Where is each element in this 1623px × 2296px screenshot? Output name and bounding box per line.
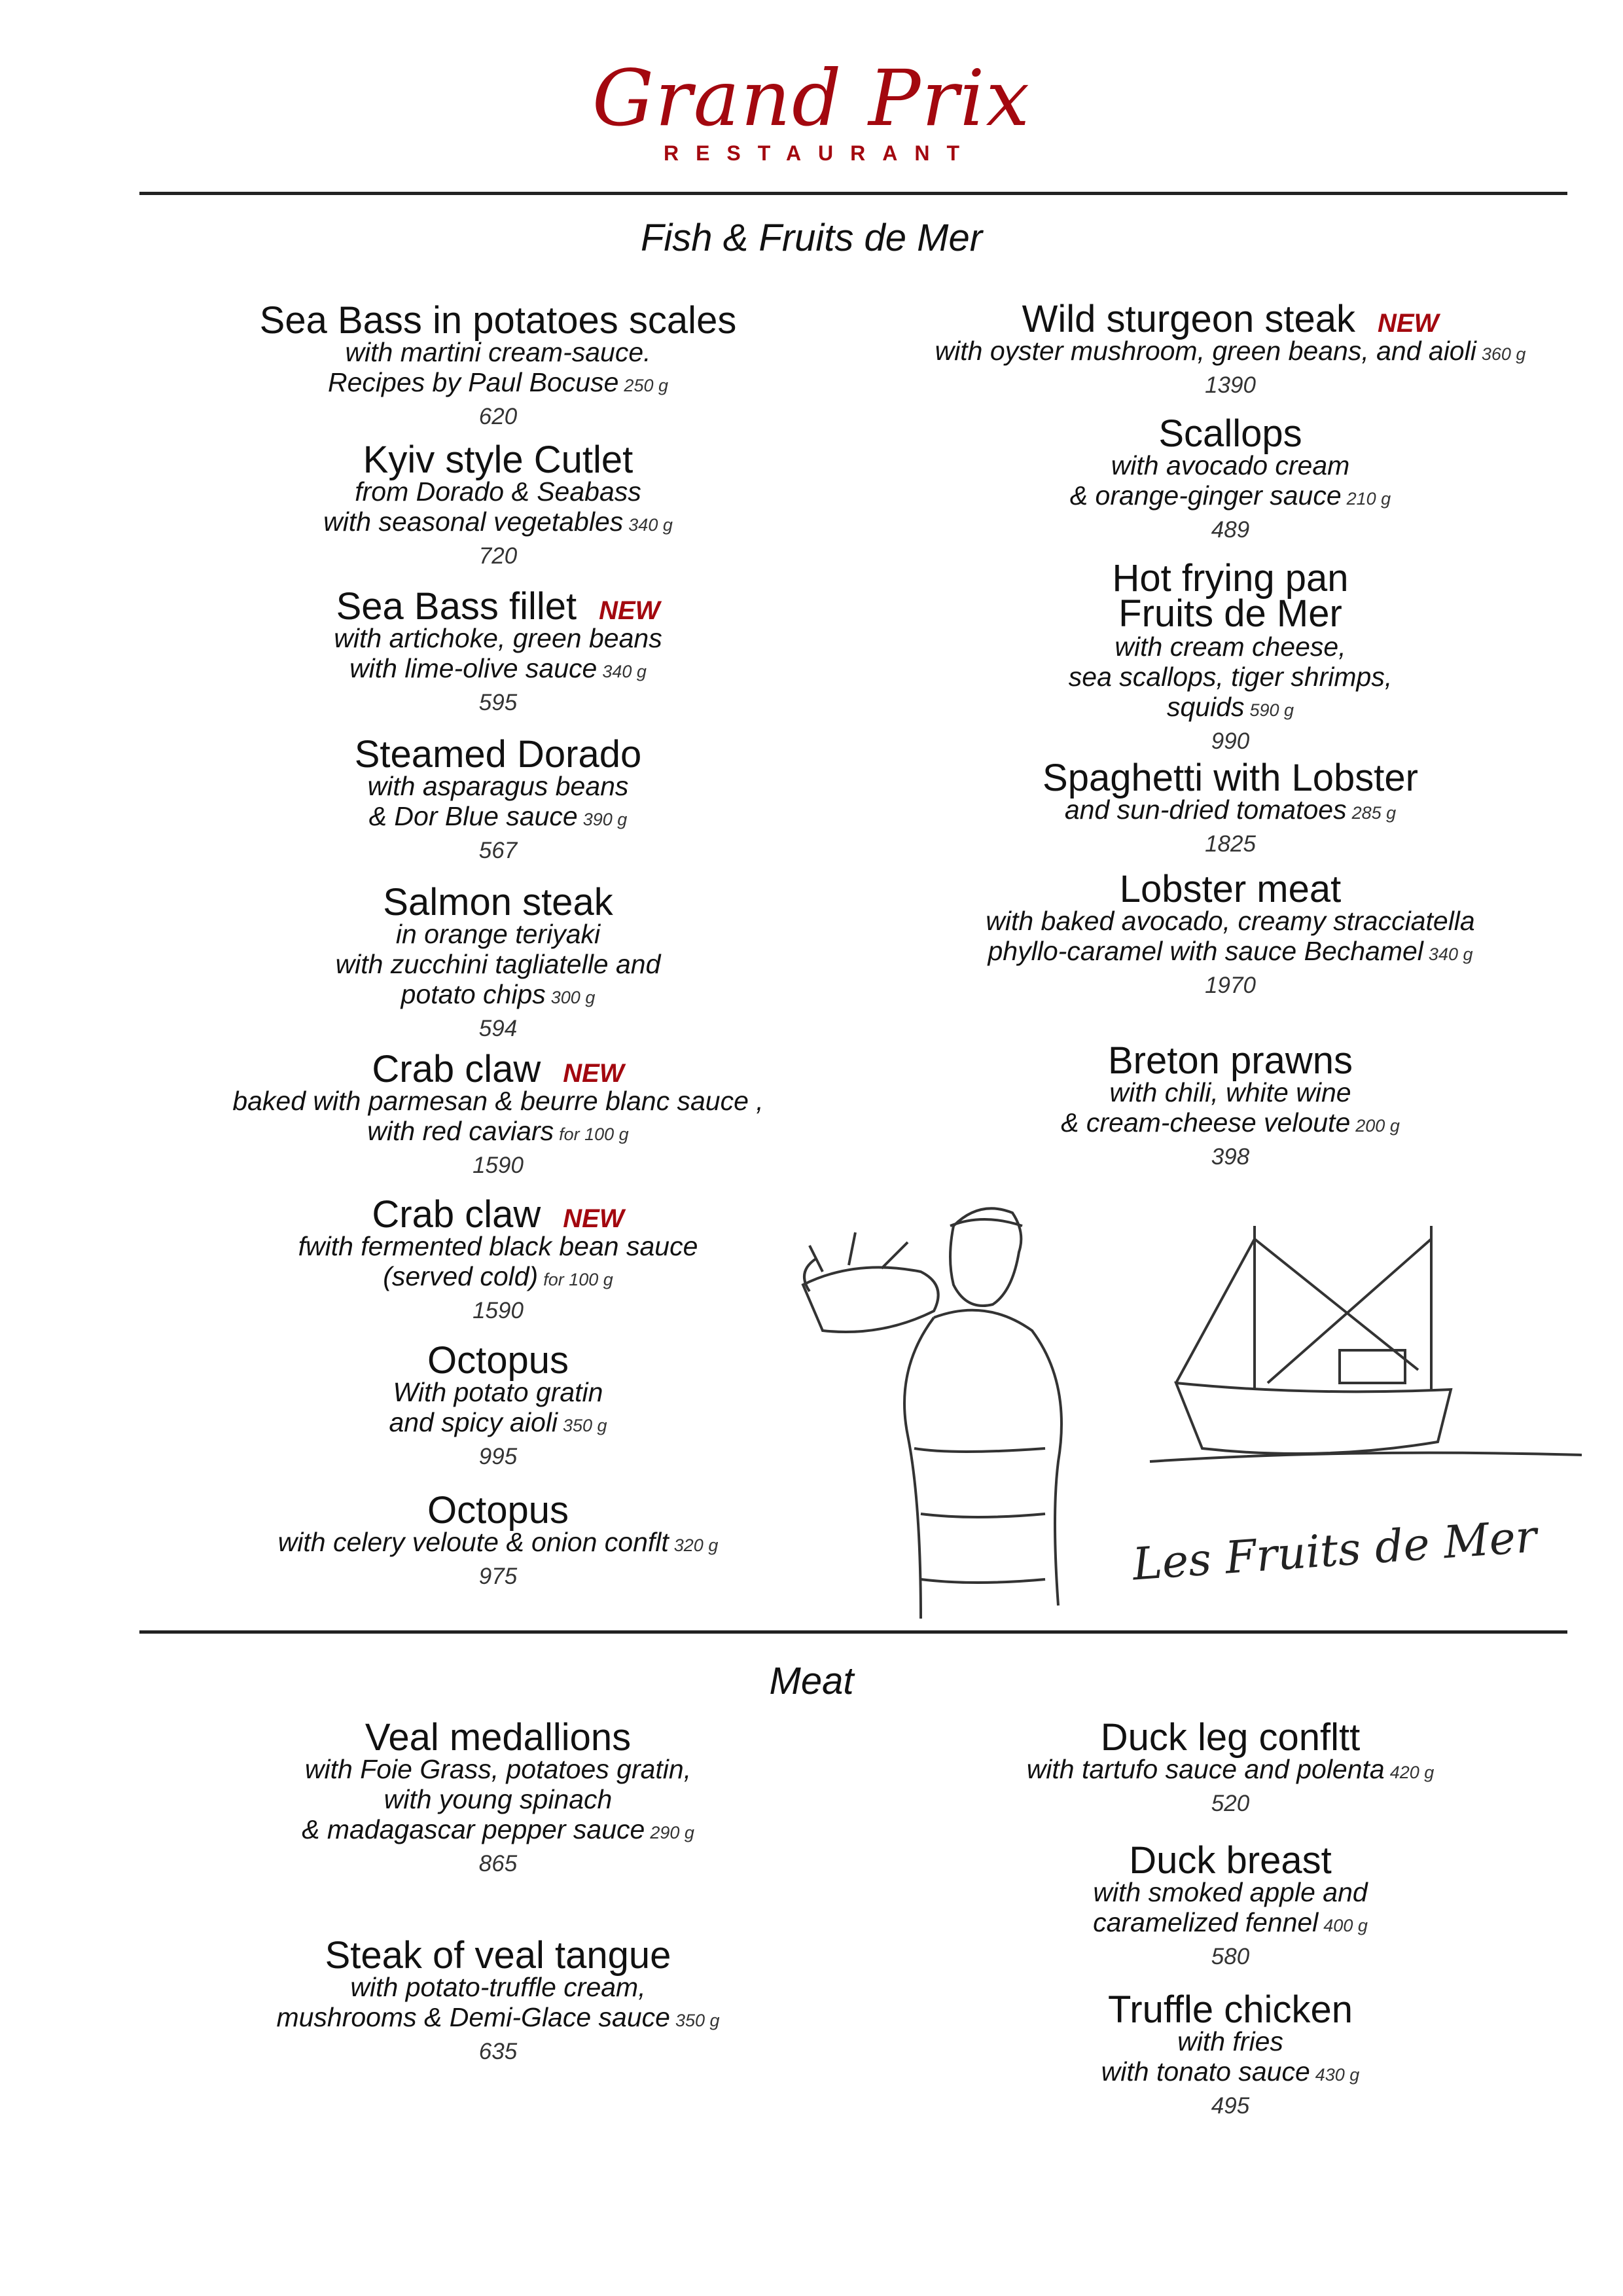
description-text: fwith fermented black bean sauce	[298, 1231, 698, 1261]
dish-weight: 320 g	[673, 1535, 719, 1555]
description-text: with red caviars	[367, 1116, 554, 1146]
dish-name-text: Duck breast	[1129, 1839, 1332, 1882]
dish-description	[903, 2026, 1558, 2056]
dish-weight: 340 g	[1428, 944, 1473, 964]
dish-price: 594	[478, 1016, 518, 1041]
dish-price: 520	[1211, 1791, 1250, 1816]
description-text: with seasonal vegetables	[323, 507, 624, 537]
dish-name-text: Kyiv style Cutlet	[363, 439, 633, 481]
menu-item	[903, 298, 1558, 402]
menu-item	[171, 585, 825, 719]
dish-description	[171, 1377, 825, 1407]
dish-price: 595	[478, 690, 518, 715]
new-badge: NEW	[563, 1204, 624, 1233]
menu-item	[171, 1048, 825, 1182]
dish-name-text: Octopus	[427, 1339, 569, 1382]
description-text: with Foie Grass, potatoes gratin,	[304, 1754, 692, 1784]
dish-price: 1590	[473, 1153, 524, 1178]
description-text: with baked avocado, creamy stracciatella	[986, 906, 1475, 936]
dish-name	[171, 881, 825, 924]
dish-name	[171, 299, 825, 342]
menu-item	[903, 1039, 1558, 1174]
dish-name	[903, 298, 1558, 340]
dish-price: 995	[478, 1444, 518, 1469]
dish-name-text: Truffle chicken	[1108, 1988, 1353, 2031]
dish-price: 580	[1211, 1944, 1250, 1969]
dish-price: 720	[478, 543, 518, 569]
menu-item	[171, 1193, 825, 1327]
boat-icon	[1150, 1226, 1582, 1462]
dish-name-text: Scallops	[1158, 412, 1302, 455]
dish-name	[903, 868, 1558, 910]
dish-description	[171, 1231, 825, 1261]
fisherman-icon	[803, 1208, 1061, 1619]
dish-description	[903, 450, 1558, 480]
description-text: Recipes by Paul Bocuse	[328, 367, 619, 397]
dish-description	[171, 653, 825, 687]
dish-description	[903, 1907, 1558, 1941]
dish-description	[171, 771, 825, 801]
dish-weight: 200 g	[1355, 1116, 1400, 1136]
dish-name	[903, 1039, 1558, 1082]
dish-name-text: Spaghetti with Lobster	[1043, 757, 1418, 799]
dish-weight: 420 g	[1389, 1763, 1435, 1782]
dish-description	[171, 1261, 825, 1295]
dish-name	[903, 757, 1558, 799]
description-text: with asparagus beans	[367, 771, 629, 801]
menu-item	[171, 733, 825, 867]
description-text: with celery veloute & onion conflt	[277, 1527, 669, 1557]
menu-item	[903, 412, 1558, 547]
menu-item	[903, 757, 1558, 861]
dish-description	[171, 1784, 825, 1814]
description-text: sea scallops, tiger shrimps,	[1068, 662, 1393, 692]
dish-name	[171, 1489, 825, 1532]
description-text: & madagascar pepper sauce	[302, 1814, 645, 1844]
dish-weight: 290 g	[650, 1823, 694, 1842]
dish-price: 1970	[1205, 973, 1256, 998]
dish-description	[171, 1086, 825, 1116]
section-title-fish: Fish & Fruits de Mer	[640, 217, 983, 259]
dish-price: 865	[478, 1851, 518, 1876]
dish-description	[171, 2002, 825, 2036]
dish-name	[171, 1339, 825, 1382]
dish-name-text: Salmon steak	[383, 881, 613, 924]
dish-name	[903, 1716, 1558, 1759]
dish-weight: 590 g	[1249, 700, 1294, 720]
dish-weight: 350 g	[675, 2011, 720, 2030]
dish-weight: 430 g	[1315, 2065, 1360, 2085]
dish-description	[903, 1754, 1558, 1787]
dish-description	[171, 507, 825, 540]
dish-name-text: Hot frying pan Fruits de Mer	[1112, 557, 1349, 635]
description-text: (served cold)	[383, 1261, 539, 1291]
dish-price: 398	[1211, 1144, 1250, 1170]
dish-description	[903, 2056, 1558, 2090]
dish-description	[171, 1814, 825, 1848]
description-text: & Dor Blue sauce	[368, 801, 578, 831]
description-text: squids	[1166, 692, 1245, 722]
dish-price: 1590	[473, 1298, 524, 1323]
dish-name	[171, 439, 825, 481]
menu-item	[903, 1716, 1558, 1820]
dish-description	[171, 1972, 825, 2002]
dish-weight: for 100 g	[559, 1124, 629, 1144]
description-text: with young spinach	[383, 1784, 613, 1814]
menu-item	[171, 299, 825, 433]
restaurant-logo	[0, 52, 1623, 166]
dish-description	[171, 1754, 825, 1784]
description-text: with tartufo sauce and polenta	[1026, 1754, 1385, 1784]
menu-item	[903, 557, 1558, 758]
dish-name-text: Sea Bass in potatoes scales	[259, 299, 737, 342]
dish-name	[171, 1716, 825, 1759]
description-text: from Dorado & Seabass	[355, 476, 641, 507]
dish-weight: 300 g	[550, 988, 596, 1007]
description-text: phyllo-caramel with sauce Bechamel	[988, 936, 1423, 966]
dish-name-text: Veal medallions	[365, 1716, 632, 1759]
description-text: with fries	[1177, 2026, 1283, 2056]
illustration-caption: Les Fruits de Mer	[1130, 1511, 1539, 1591]
dish-weight: 360 g	[1481, 344, 1526, 364]
dish-description	[171, 1116, 825, 1149]
dish-name-text: Lobster meat	[1119, 868, 1342, 910]
dish-description	[903, 1107, 1558, 1141]
dish-description	[171, 919, 825, 949]
menu-item	[171, 881, 825, 1045]
dish-description	[903, 692, 1558, 725]
dish-price: 567	[478, 838, 518, 863]
dish-price: 495	[1211, 2093, 1250, 2119]
dish-name-text: Steak of veal tangue	[325, 1934, 671, 1977]
menu-item	[171, 1934, 825, 2068]
dish-name-text: Wild sturgeon steak	[1022, 298, 1355, 340]
dish-weight: 340 g	[628, 515, 673, 535]
dish-weight: 250 g	[624, 376, 668, 395]
dish-description	[903, 1077, 1558, 1107]
dish-name	[903, 412, 1558, 455]
menu-item	[903, 1839, 1558, 1973]
dish-description	[171, 367, 825, 401]
menu-item	[171, 1489, 825, 1593]
dish-name	[903, 1839, 1558, 1882]
description-text: with lime-olive sauce	[349, 653, 597, 683]
dish-name	[171, 1934, 825, 1977]
dish-description	[903, 662, 1558, 692]
new-badge: NEW	[599, 596, 660, 625]
dish-name-text: Crab claw	[372, 1193, 541, 1236]
dish-description	[903, 936, 1558, 969]
description-text: with oyster mushroom, green beans, and aioli	[935, 336, 1476, 366]
description-text: with chili, white wine	[1109, 1077, 1351, 1107]
dish-weight: 340 g	[602, 662, 647, 681]
dish-description	[171, 1527, 825, 1560]
new-badge: NEW	[1378, 309, 1439, 338]
description-text: potato chips	[401, 979, 546, 1009]
dish-price: 990	[1211, 728, 1250, 754]
description-text: baked with parmesan & beurre blanc sauce ,	[232, 1086, 764, 1116]
description-text: & orange-ginger sauce	[1069, 480, 1342, 511]
dish-name-text: Steamed Dorado	[354, 733, 642, 776]
dish-name-text: Duck leg confltt	[1100, 1716, 1361, 1759]
dish-price: 620	[478, 404, 518, 429]
dish-price: 635	[478, 2039, 518, 2064]
menu-item	[171, 1716, 825, 1880]
dish-weight: 210 g	[1346, 489, 1391, 509]
description-text: caramelized fennel	[1093, 1907, 1319, 1937]
description-text: with zucchini tagliatelle and	[335, 949, 661, 979]
dish-name-text: Breton prawns	[1108, 1039, 1353, 1082]
dish-description	[903, 1877, 1558, 1907]
description-text: and sun-dried tomatoes	[1064, 795, 1347, 825]
description-text: with smoked apple and	[1093, 1877, 1368, 1907]
dish-weight: 285 g	[1351, 803, 1397, 823]
dish-description	[903, 336, 1558, 369]
dish-description	[171, 979, 825, 1013]
dish-name-text: Crab claw	[372, 1048, 541, 1090]
dish-description	[171, 623, 825, 653]
dish-description	[903, 632, 1558, 662]
dish-weight: for 100 g	[543, 1270, 613, 1289]
logo-subtitle: RESTAURANT	[663, 141, 977, 165]
dish-price: 1390	[1205, 372, 1256, 398]
dish-name	[903, 1988, 1558, 2031]
menu-item	[903, 1988, 1558, 2123]
dish-weight: 400 g	[1323, 1916, 1368, 1935]
description-text: With potato gratin	[393, 1377, 603, 1407]
menu-item	[903, 868, 1558, 1002]
logo-script: Grand Prix	[592, 53, 1031, 143]
dish-price: 489	[1211, 517, 1250, 543]
divider-meat	[139, 1630, 1567, 1634]
description-text: & cream-cheese veloute	[1061, 1107, 1351, 1138]
dish-description	[903, 906, 1558, 936]
new-badge: NEW	[563, 1059, 624, 1088]
description-text: and spicy aioli	[389, 1407, 558, 1437]
dish-name	[171, 1048, 825, 1090]
description-text: mushrooms & Demi-Glace sauce	[276, 2002, 670, 2032]
dish-name	[171, 733, 825, 776]
section-title-meat: Meat	[769, 1660, 854, 1702]
menu-item	[171, 1339, 825, 1473]
divider-top	[139, 192, 1567, 195]
dish-weight: 350 g	[562, 1416, 607, 1435]
dish-name	[171, 585, 825, 628]
menu-item	[171, 439, 825, 573]
description-text: in orange teriyaki	[395, 919, 601, 949]
dish-name-text: Sea Bass fillet	[336, 585, 577, 628]
dish-name-text: Octopus	[427, 1489, 569, 1532]
dish-description	[171, 476, 825, 507]
description-text: with artichoke, green beans	[334, 623, 662, 653]
dish-description	[171, 801, 825, 834]
dish-description	[171, 949, 825, 979]
description-text: with tonato sauce	[1101, 2056, 1310, 2087]
dish-description	[171, 1407, 825, 1441]
description-text: with martini cream-sauce.	[345, 337, 651, 367]
dish-name	[171, 1193, 825, 1236]
dish-description	[903, 480, 1558, 514]
description-text: with avocado cream	[1111, 450, 1350, 480]
dish-price: 1825	[1205, 831, 1256, 857]
dish-weight: 390 g	[582, 810, 628, 829]
description-text: with cream cheese,	[1115, 632, 1346, 662]
dish-description	[903, 795, 1558, 828]
dish-price: 975	[478, 1564, 518, 1589]
description-text: with potato-truffle cream,	[350, 1972, 646, 2002]
dish-name	[903, 557, 1558, 635]
